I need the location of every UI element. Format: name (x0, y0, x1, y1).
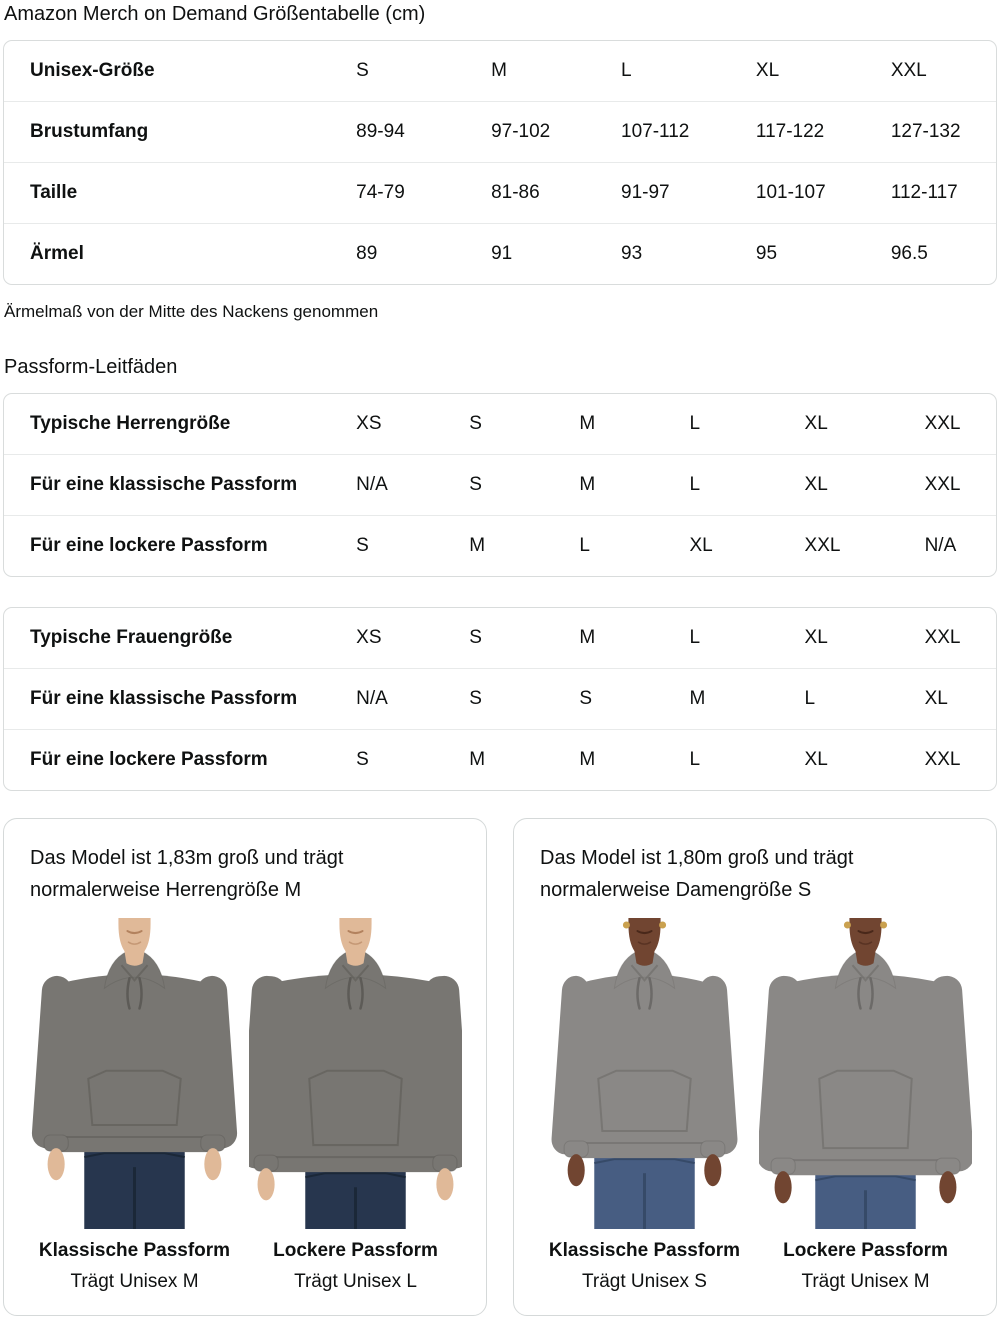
row-label: Für eine klassische Passform (4, 669, 355, 730)
size-value: L (689, 749, 701, 770)
size-value: N/A (355, 669, 468, 730)
size-value: L (688, 394, 803, 455)
size-value: XS (355, 608, 468, 669)
size-value: 74-79 (355, 163, 490, 224)
size-value: S (468, 455, 578, 516)
size-value: 101-107 (755, 163, 890, 224)
size-table (4, 608, 996, 790)
table-row (4, 41, 996, 102)
size-value: M (469, 749, 486, 770)
size-value: N/A (924, 535, 957, 556)
size-value: 89-94 (355, 102, 490, 163)
womens-fit-table-panel (3, 607, 997, 791)
fit-label: Klassische Passform (38, 1240, 231, 1262)
size-value: 127-132 (890, 102, 996, 163)
female-model-card (513, 818, 997, 1316)
size-value: XXL (804, 535, 841, 556)
size-value: M (490, 41, 620, 102)
fit-label: Lockere Passform (783, 1240, 948, 1262)
size-value: L (579, 535, 590, 556)
size-value: 91-97 (620, 163, 755, 224)
table-row (4, 455, 996, 516)
size-value: S (578, 669, 688, 730)
mens-fit-table-panel (3, 393, 997, 577)
size-value: S (468, 608, 578, 669)
sleeve-measure-note: Ärmelmaß von der Mitte des Nackens genommen (4, 302, 379, 321)
size-value: XXL (924, 608, 996, 669)
size-value: M (578, 455, 688, 516)
row-label: Ärmel (30, 243, 84, 264)
size-value: S (356, 535, 369, 556)
model-figure-loose (759, 918, 972, 1293)
size-value: XL (804, 749, 828, 770)
model-cards (3, 818, 997, 1316)
size-value: 117-122 (755, 102, 890, 163)
size-value: 96.5 (890, 243, 928, 264)
size-value: S (468, 669, 578, 730)
size-value: XXL (924, 394, 996, 455)
size-value: S (468, 394, 578, 455)
size-value: L (804, 669, 924, 730)
row-label: Für eine klassische Passform (4, 455, 355, 516)
size-value: L (688, 455, 803, 516)
size-value: M (469, 535, 486, 556)
male-model-card (3, 818, 487, 1316)
size-value: XL (804, 455, 924, 516)
model-photo-wrap (249, 918, 462, 1229)
model-photo (538, 918, 751, 1229)
worn-size-label: Trägt Unisex M (801, 1271, 930, 1293)
size-value: 89 (356, 243, 378, 264)
fit-label: Lockere Passform (273, 1240, 438, 1262)
size-value: L (620, 41, 755, 102)
size-value: XS (355, 394, 468, 455)
worn-size-label: Trägt Unisex L (294, 1271, 417, 1293)
size-chart-page (0, 2, 1000, 1318)
size-value: S (356, 749, 369, 770)
model-photo-wrap (538, 918, 751, 1229)
model-photo (249, 918, 462, 1229)
model-figure-loose (249, 918, 462, 1293)
size-value: 107-112 (620, 102, 755, 163)
size-value: 112-117 (890, 163, 996, 224)
table-row (4, 516, 996, 577)
model-figure-classic (538, 918, 751, 1293)
model-photo (759, 918, 972, 1229)
model-figures (538, 918, 972, 1293)
model-description: Das Model ist 1,83m groß und trägt normalerweise Herrengröße M (30, 847, 344, 901)
row-label: Für eine lockere Passform (30, 749, 268, 770)
model-description: Das Model ist 1,80m groß und trägt normalerweise Damengröße S (540, 847, 854, 901)
table-row (4, 608, 996, 669)
size-table (4, 394, 996, 576)
size-value: M (578, 608, 688, 669)
table-row (4, 669, 996, 730)
size-value: XXL (924, 749, 961, 770)
row-label: Taille (4, 163, 355, 224)
size-value: XL (804, 608, 924, 669)
size-value: M (579, 749, 596, 770)
row-label: Für eine lockere Passform (30, 535, 268, 556)
row-label: Unisex-Größe (4, 41, 355, 102)
size-value: L (688, 608, 803, 669)
table-row (4, 224, 996, 285)
size-value: N/A (355, 455, 468, 516)
table-row (4, 730, 996, 791)
size-value: 81-86 (490, 163, 620, 224)
unisex-size-table-panel (3, 40, 997, 285)
row-label: Brustumfang (4, 102, 355, 163)
size-value: 93 (621, 243, 643, 264)
size-value: XL (924, 669, 996, 730)
model-figures (28, 918, 462, 1293)
row-label: Typische Frauengröße (4, 608, 355, 669)
size-value: M (688, 669, 803, 730)
size-value: 97-102 (490, 102, 620, 163)
row-label: Typische Herrengröße (4, 394, 355, 455)
size-value: XXL (890, 41, 996, 102)
table-row (4, 163, 996, 224)
table-row (4, 102, 996, 163)
model-figure-classic (28, 918, 241, 1293)
size-value: S (355, 41, 490, 102)
size-value: XL (755, 41, 890, 102)
size-table (4, 41, 996, 284)
page-title: Amazon Merch on Demand Größentabelle (cm) (4, 3, 426, 25)
size-value: 91 (491, 243, 513, 264)
table-row (4, 394, 996, 455)
model-photo (28, 918, 241, 1229)
worn-size-label: Trägt Unisex M (70, 1271, 199, 1293)
worn-size-label: Trägt Unisex S (582, 1271, 707, 1293)
model-photo-wrap (28, 918, 241, 1229)
size-value: XXL (924, 455, 996, 516)
fit-guides-title: Passform-Leitfäden (4, 356, 178, 378)
size-value: XL (804, 394, 924, 455)
fit-label: Klassische Passform (548, 1240, 741, 1262)
size-value: 95 (755, 243, 778, 264)
model-photo-wrap (759, 918, 972, 1229)
size-value: M (578, 394, 688, 455)
size-value: XL (689, 535, 713, 556)
